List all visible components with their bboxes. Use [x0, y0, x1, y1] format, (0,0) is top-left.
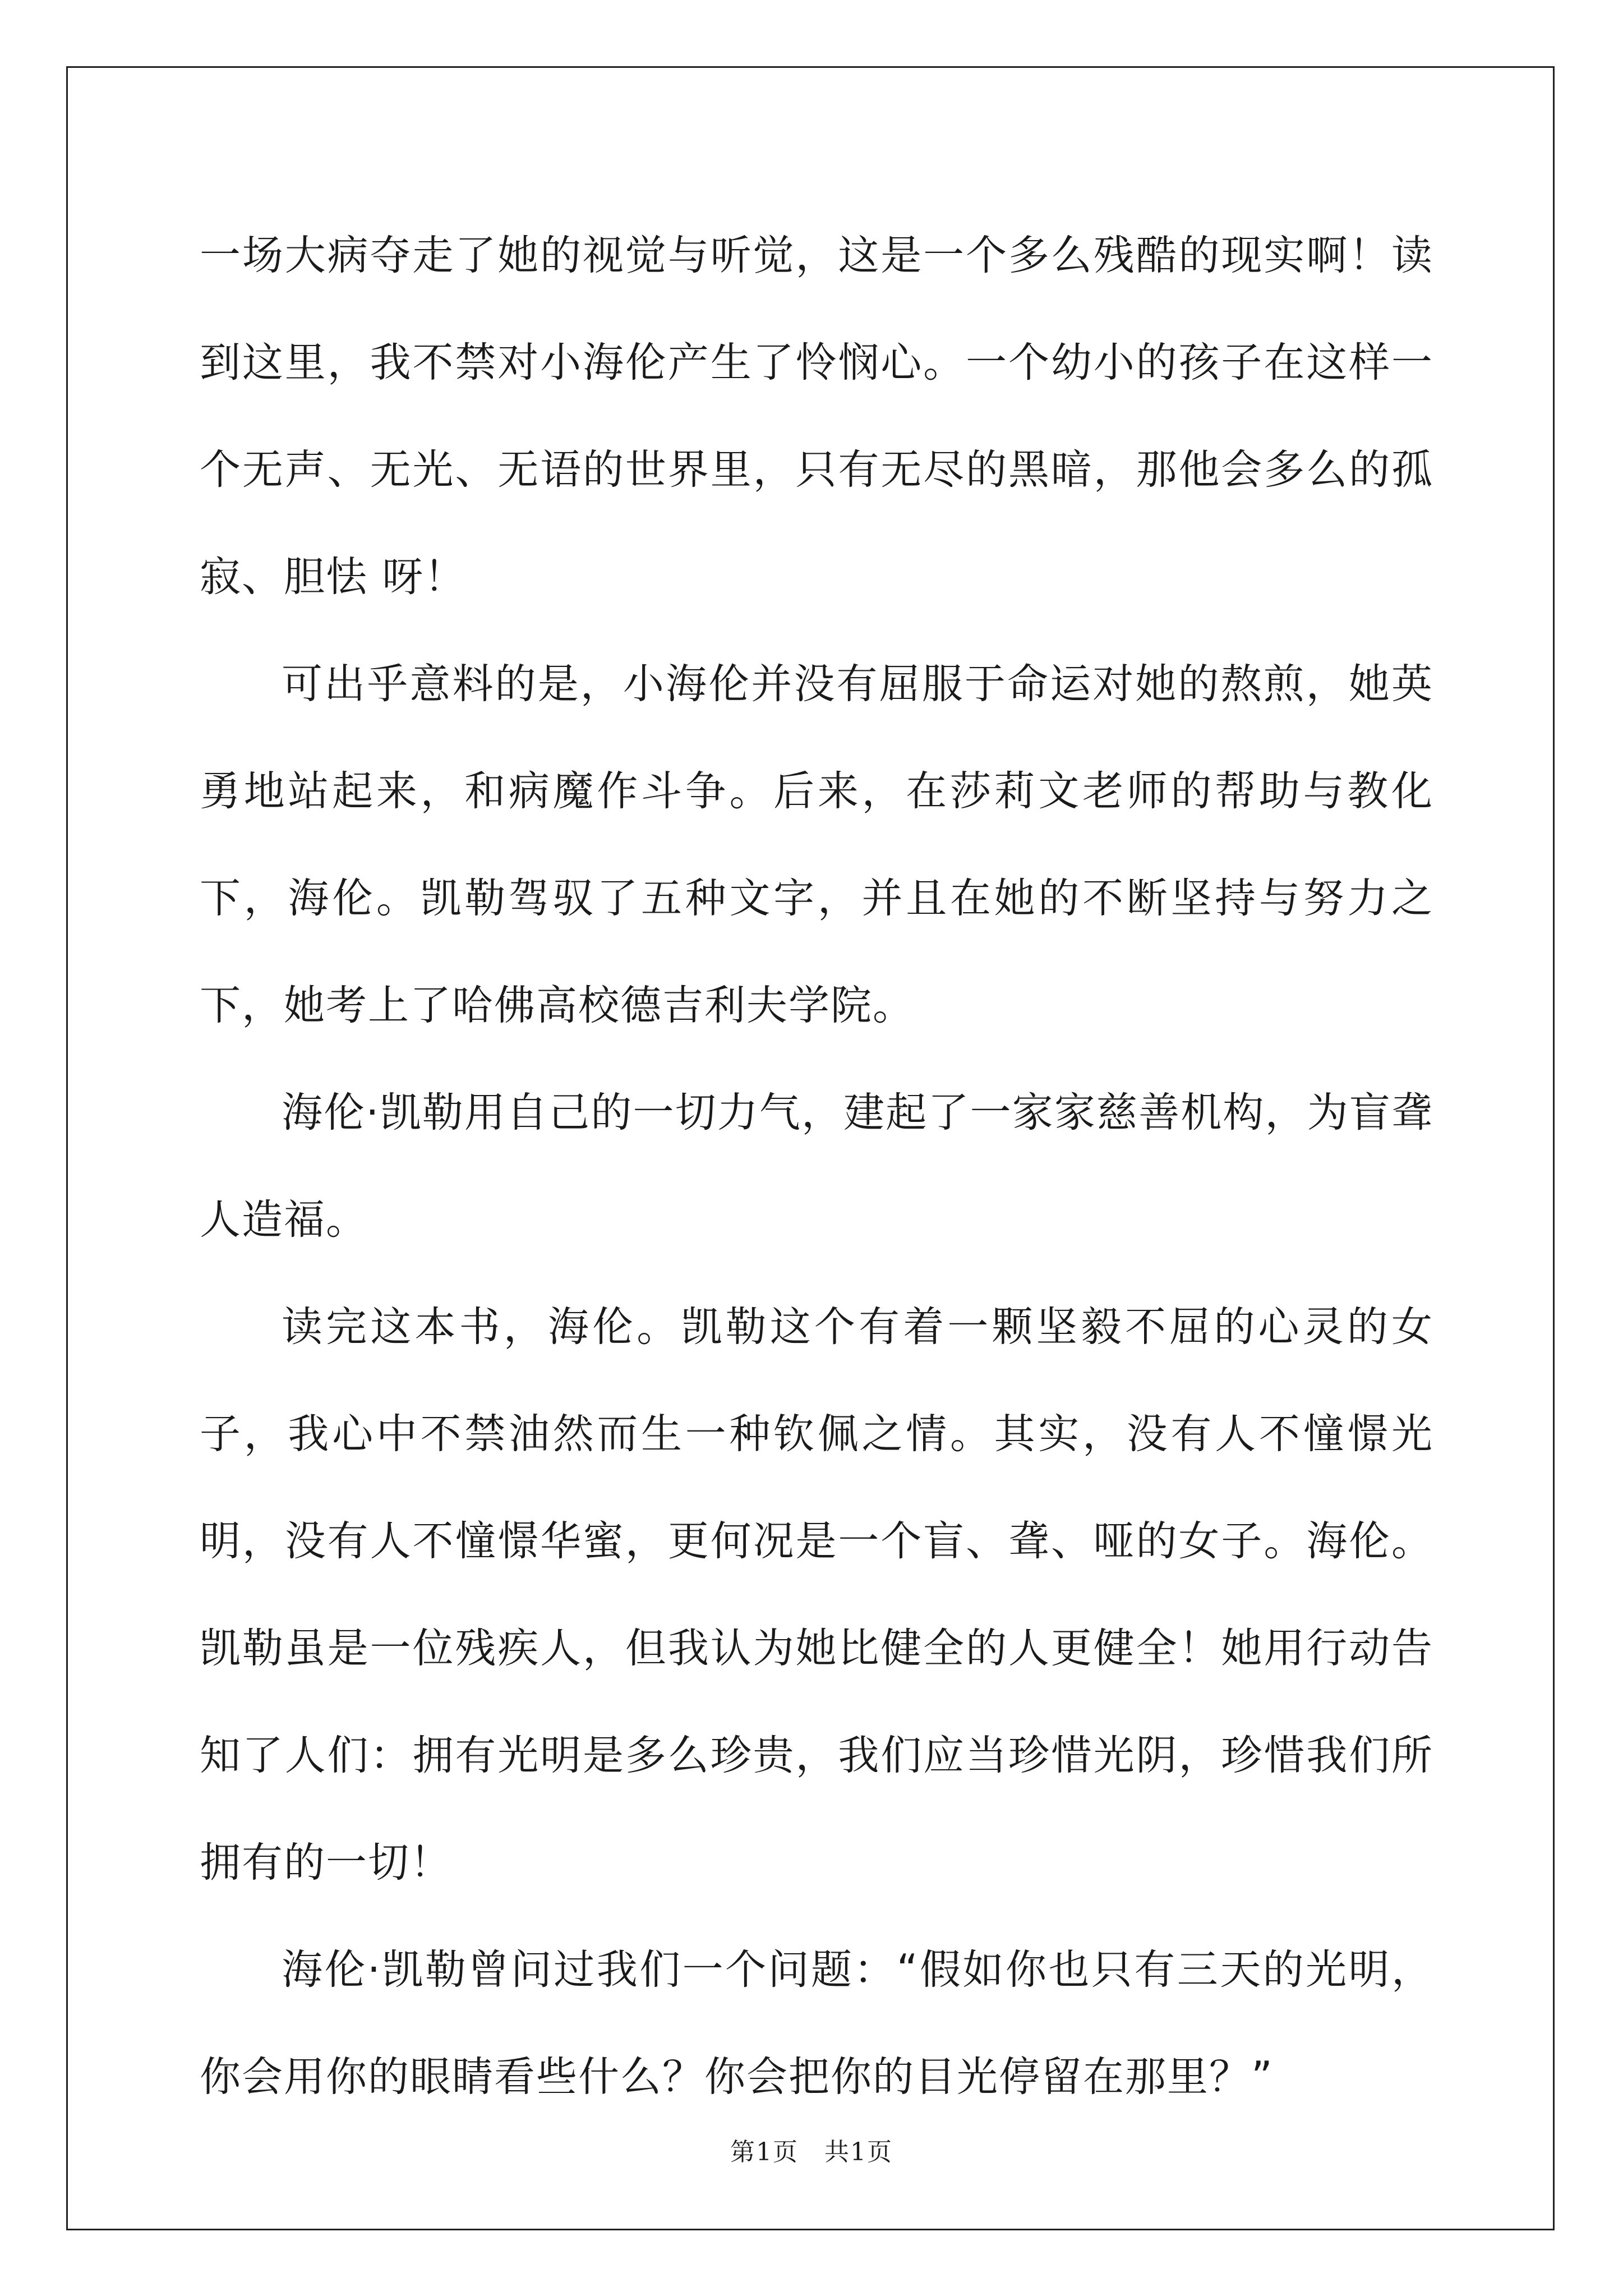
paragraph-1: 一场大病夺走了她的视觉与听觉，这是一个多么残酷的现实啊！读到这里，我不禁对小海伦产生了怜悯心。一个幼小的孩子在这样一个无声、无光、无语的世界里，只有无尽的黑暗，那他会多么的孤寂、胆怯 呀！	[200, 232, 1433, 601]
page-footer: 第1页 共1页	[730, 2138, 893, 2166]
document-body	[200, 202, 1433, 2131]
paragraph-3: 海伦·凯勒用自己的一切力气，建起了一家家慈善机构，为盲聋人造福。	[200, 1089, 1433, 1244]
paragraph-5: 海伦·凯勒曾问过我们一个问题：“假如你也只有三天的光明，你会用你的眼睛看些什么？你会把你的目光停留在那里？”	[200, 1946, 1433, 2101]
paragraph-4: 读完这本书，海伦。凯勒这个有着一颗坚毅不屈的心灵的女子，我心中不禁油然而生一种钦佩之情。其实，没有人不憧憬光明，没有人不憧憬华蜜，更何况是一个盲、聋、哑的女子。海伦。凯勒虽是一位残疾人，但我认为她比健全的人更健全！她用行动告知了人们：拥有光明是多么珍贵，我们应当珍惜光阴，珍惜我们所拥有的一切！	[200, 1303, 1433, 1887]
paragraph-2: 可出乎意料的是，小海伦并没有屈服于命运对她的熬煎，她英勇地站起来，和病魔作斗争。后来，在莎莉文老师的帮助与教化下，海伦。凯勒驾驭了五种文字，并且在她的不断坚持与努力之下，她考上了哈佛高校德吉利夫学院。	[200, 660, 1433, 1029]
